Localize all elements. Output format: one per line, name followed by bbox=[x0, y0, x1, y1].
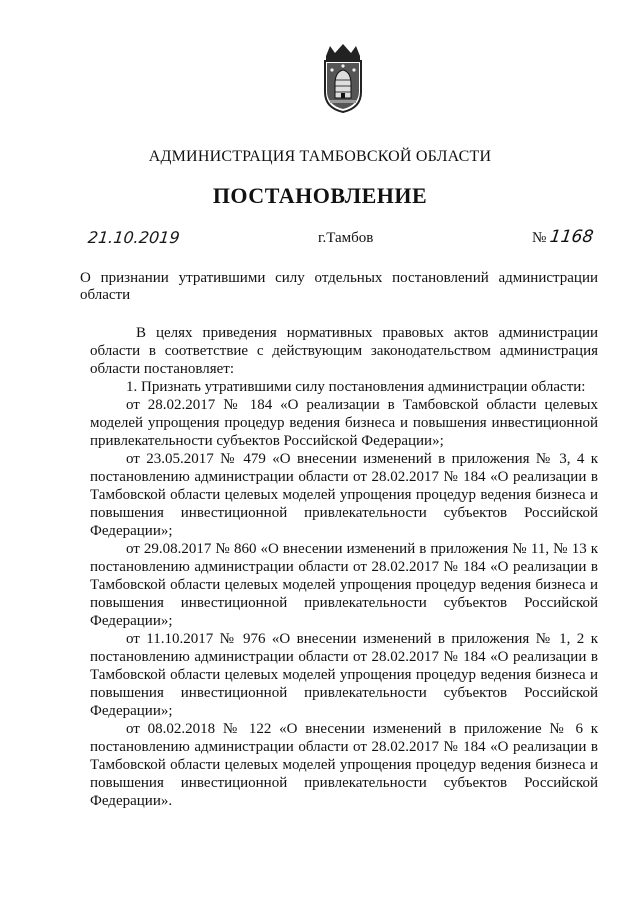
handwritten-date: 21.10.2019 bbox=[87, 228, 181, 247]
list-item: от 08.02.2018 № 122 «О внесении изменений в приложение № 6 к постановлению администрации области от 28.02.2017 № 184 «О реализации в Тамбовской области целевых моделей упрощения процедур ведения бизнеса и повышения инвестиционной привлекательности субъектов Российской Федерации». bbox=[90, 721, 598, 809]
document-body bbox=[90, 324, 598, 810]
number-sign: № bbox=[532, 230, 547, 246]
list-item: 1. Признать утратившими силу постановления администрации области: bbox=[126, 379, 586, 395]
document-type-title: ПОСТАНОВЛЕНИЕ bbox=[212, 183, 428, 208]
document-subject: О признании утратившими силу отдельных постановлений администрации области bbox=[80, 270, 598, 303]
list-item: от 23.05.2017 № 479 «О внесении изменений в приложения № 3, 4 к постановлению администрации области от 28.02.2017 № 184 «О реализации в Тамбовской области целевых моделей упрощения процедур ведения бизнеса и повышения инвестиционной привлекательности субъектов Российской Федерации»; bbox=[90, 451, 598, 539]
handwritten-number: 1168 bbox=[548, 227, 595, 247]
tambov-coat-of-arms-icon bbox=[320, 42, 366, 114]
list-item: от 28.02.2017 № 184 «О реализации в Тамбовской области целевых моделей упрощения процедур ведения бизнеса и повышения инвестиционной привлекательности субъектов Российской Федерации»; bbox=[90, 397, 598, 449]
list-item: от 29.08.2017 № 860 «О внесении изменений в приложения № 11, № 13 к постановлению администрации области от 28.02.2017 № 184 «О реализации в Тамбовской области целевых моделей упрощения процедур ведения бизнеса и повышения инвестиционной привлекательности субъектов Российской Федерации»; bbox=[90, 541, 598, 629]
city-label: г.Тамбов bbox=[318, 230, 374, 246]
document-number bbox=[532, 227, 594, 247]
list-item: от 11.10.2017 № 976 «О внесении изменений в приложения № 1, 2 к постановлению администрации области от 28.02.2017 № 184 «О реализации в Тамбовской области целевых моделей упрощения процедур ведения бизнеса и повышения инвестиционной привлекательности субъектов Российской Федерации»; bbox=[90, 631, 598, 719]
preamble-paragraph: В целях приведения нормативных правовых актов администрации области в соответствие с действующим законодательством администрация области постановляет: bbox=[90, 325, 598, 377]
organization-name: АДМИНИСТРАЦИЯ ТАМБОВСКОЙ ОБЛАСТИ bbox=[148, 148, 492, 165]
